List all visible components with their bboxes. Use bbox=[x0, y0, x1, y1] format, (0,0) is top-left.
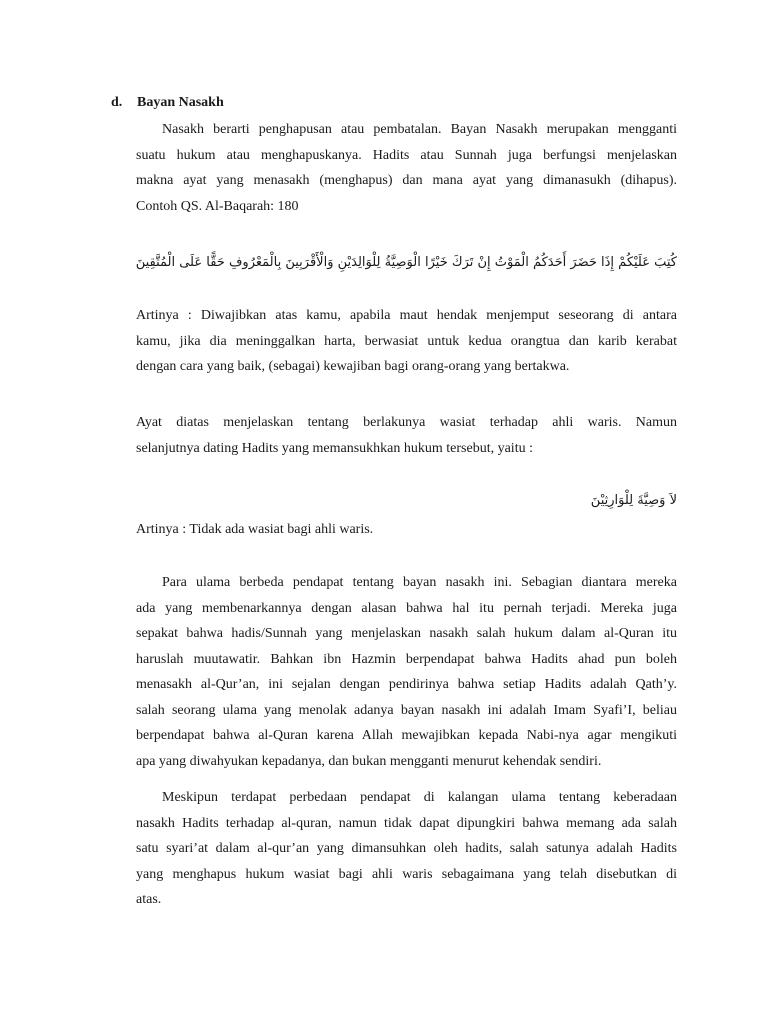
text-line: Para ulama berbeda pendapat tentang bayan nasakh ini. Sebagian diantara mereka bbox=[162, 575, 677, 590]
text-line: Artinya : Tidak ada wasiat bagi ahli waris. bbox=[136, 522, 374, 537]
text-line: selanjutnya dating Hadits yang memansukhkan hukum tersebut, yaitu : bbox=[136, 440, 533, 456]
arabic-verse: كُتِبَ عَلَيْكُمْ إِذَا حَضَرَ أَحَدَكُمُ الْمَوْتُ إِنْ تَرَكَ خَيْرًا الْوَصِيَّةُ لِلْوَالِدَيْنِ وَالْأَقْرَبِينَ بِالْمَعْرُوفِ حَقًّا عَلَى الْمُتَّقِينَ bbox=[136, 255, 677, 270]
intro-paragraph bbox=[136, 117, 677, 219]
text-line: sepakat bahwa hadis/Sunnah yang menjelaskan nasakh salah hukum dalam al-Quran itu bbox=[136, 626, 677, 641]
artinya-verse-paragraph bbox=[136, 303, 677, 380]
artinya-hadith-paragraph bbox=[136, 517, 677, 543]
section-heading bbox=[111, 93, 224, 113]
text-line: yang menghapus hukum wasiat bagi ahli waris sebagaimana yang telah disebutkan di bbox=[136, 866, 677, 882]
text-line: Ayat diatas menjelaskan tentang berlakunya wasiat terhadap ahli waris. Namun bbox=[136, 415, 677, 430]
meskipun-paragraph bbox=[136, 785, 677, 913]
text-line: Nasakh berarti penghapusan atau pembatalan. Bayan Nasakh merupakan mengganti bbox=[162, 122, 677, 137]
text-line: Artinya : Diwajibkan atas kamu, apabila maut hendak menjemput seseorang di antara bbox=[136, 308, 677, 323]
text-line: atas. bbox=[136, 892, 162, 907]
text-line: kamu, jika dia meninggalkan harta, berwasiat untuk kedua orangtua dan karib kerabat bbox=[136, 333, 677, 349]
text-line: Meskipun terdapat perbedaan pendapat di kalangan ulama tentang keberadaan bbox=[162, 790, 677, 805]
para-ulama-paragraph bbox=[136, 570, 677, 774]
text-line: berpendapat bahwa al-Quran karena Allah mewajibkan kepada Nabi-nya agar mengikuti bbox=[136, 728, 677, 743]
text-line: ada yang membenarkannya dengan alasan bahwa hal itu pernah terjadi. Mereka juga bbox=[136, 600, 677, 616]
text-line: menasakh al-Qur’an, ini sejalan dengan pendirinya bahwa setiap Hadits adalah Qath’y. bbox=[136, 677, 677, 692]
text-line: makna ayat yang menasakh (menghapus) dan mana ayat yang dimanasukh (dihapus). bbox=[136, 173, 677, 188]
text-line: haruslah muutawatir. Bahkan ibn Hazmin berpendapat bahwa Hadits ahad pun boleh bbox=[136, 651, 677, 667]
text-line: nasakh Hadits terhadap al-quran, namun tidak dapat dipungkiri bahwa memang ada salah bbox=[136, 815, 677, 831]
arabic-hadith: لاَ وَصِيَّةَ لِلْوَارِثِيْنَ bbox=[590, 493, 677, 508]
text-line: apa yang diwahyukan kepadanya, dan bukan mengganti menurut kehendak sendiri. bbox=[136, 753, 602, 769]
text-line: Contoh QS. Al-Baqarah: 180 bbox=[136, 198, 299, 214]
section-marker: d. bbox=[111, 95, 123, 110]
ayat-diatas-paragraph bbox=[136, 410, 677, 461]
text-line: dengan cara yang baik, (sebagai) kewajiban bagi orang-orang yang bertakwa. bbox=[136, 359, 570, 374]
text-line: suatu hukum atau menghapuskanya. Hadits atau Sunnah juga berfungsi menjelaskan bbox=[136, 147, 677, 163]
text-line: salah seorang ulama yang menolak adanya bayan nasakh ini adalah Imam Syafi’I, beliau bbox=[136, 702, 677, 718]
text-line: satu syari’at dalam al-qur’an yang dimansuhkan oleh hadits, salah satunya adalah Hadits bbox=[136, 841, 677, 856]
section-title: Bayan Nasakh bbox=[137, 95, 224, 110]
